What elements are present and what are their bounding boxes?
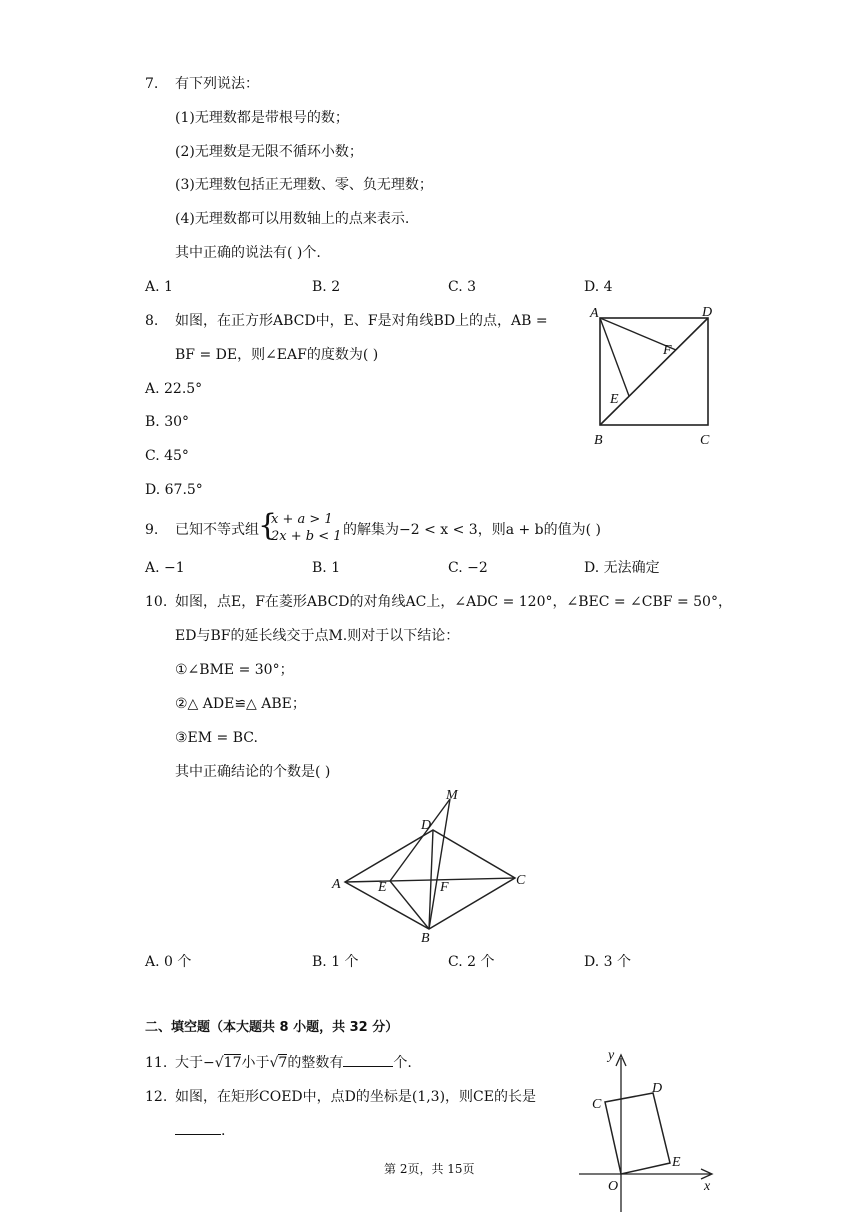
q8-label-e: E — [610, 392, 619, 407]
q9-stem-pre: 已知不等式组 — [175, 522, 259, 538]
q10-conclusion-3: ③EM = BC. — [175, 730, 258, 746]
q9-brace: { — [258, 508, 278, 543]
q8-label-c: C — [700, 433, 710, 448]
q10-option-b: B. 1 个 — [312, 954, 359, 970]
q11-answer-blank[interactable] — [343, 1054, 393, 1067]
q11-pre: 大于− — [175, 1055, 215, 1071]
q12-label-e: E — [672, 1155, 681, 1170]
q10-option-c: C. 2 个 — [448, 954, 495, 970]
q9-option-c: C. −2 — [448, 560, 488, 576]
q12-label-d: D — [652, 1081, 663, 1096]
q11-post: 的整数有 — [287, 1055, 344, 1071]
q9-stem-post: 的解集为−2 < x < 3，则a + b的值为( ) — [343, 522, 602, 538]
q10-label-f: F — [440, 880, 449, 895]
q12-label-o: O — [608, 1179, 619, 1194]
q8-number: 8. — [145, 313, 159, 329]
q8-stem-line-2: BF = DE，则∠EAF的度数为( ) — [175, 347, 379, 363]
q7-question: 其中正确的说法有( )个. — [175, 245, 321, 261]
sqrt-icon: √ — [269, 1055, 279, 1071]
q10-label-d: D — [421, 818, 432, 833]
q8-option-d: D. 67.5° — [145, 482, 203, 498]
q12-answer-blank[interactable] — [175, 1122, 221, 1135]
q9-option-a: A. −1 — [145, 560, 185, 576]
q8-stem-line-1: 如图，在正方形ABCD中，E、F是对角线BD上的点，AB = — [175, 313, 548, 329]
q8-option-c: C. 45° — [145, 448, 189, 464]
q12-tail: . — [221, 1123, 226, 1139]
q12-coordinate-figure — [575, 1040, 720, 1216]
q10-label-m: M — [446, 788, 458, 803]
q9-option-b: B. 1 — [312, 560, 341, 576]
q10-conclusion-2: ②△ ADE≌△ ABE； — [175, 696, 306, 712]
q9-inequality-2: 2x + b < 1 — [271, 529, 342, 544]
q12-number: 12. — [145, 1089, 168, 1105]
q8-option-b: B. 30° — [145, 414, 190, 430]
q12-label-y: y — [608, 1048, 615, 1063]
q9-inequality-1: x + a > 1 — [271, 512, 333, 527]
q10-stem-line-2: ED与BF的延长线交于点M.则对于以下结论： — [175, 628, 460, 644]
q10-label-b: B — [421, 931, 430, 945]
q11-mid: 小于 — [241, 1055, 270, 1071]
q9-number: 9. — [145, 522, 159, 538]
q8-label-a: A — [590, 306, 599, 321]
q11-tail: 个. — [393, 1055, 412, 1071]
q9-option-d: D. 无法确定 — [584, 560, 660, 576]
q12-label-x: x — [704, 1179, 711, 1194]
q7-option-a: A. 1 — [145, 279, 173, 295]
q12-stem-line-1: 如图，在矩形COED中，点D的坐标是(1,3)，则CE的长是 — [175, 1089, 536, 1105]
q10-label-a: A — [332, 877, 341, 892]
q11-radicand-1: 17 — [223, 1055, 242, 1071]
q8-option-a: A. 22.5° — [145, 381, 203, 397]
page-footer: 第 2页，共 15页 — [384, 1162, 475, 1176]
q10-number: 10. — [145, 594, 168, 610]
q7-option-b: B. 2 — [312, 279, 341, 295]
q10-label-e: E — [378, 880, 387, 895]
q8-square-figure — [580, 300, 720, 450]
q7-option-c: C. 3 — [448, 279, 477, 295]
q12-stem-line-2 — [175, 1122, 225, 1140]
q8-label-b: B — [594, 433, 603, 448]
q12-label-c: C — [592, 1097, 602, 1112]
q10-rhombus-figure — [325, 785, 535, 945]
q7-statement-1: (1)无理数都是带根号的数； — [175, 110, 349, 126]
q10-option-a: A. 0 个 — [145, 954, 192, 970]
q7-number: 7. — [145, 76, 159, 92]
q7-statement-4: (4)无理数都可以用数轴上的点来表示. — [175, 211, 410, 227]
q7-statement-3: (3)无理数包括正无理数、零、负无理数； — [175, 177, 433, 193]
q10-stem-line-1: 如图，点E，F在菱形ABCD的对角线AC上，∠ADC = 120°，∠BEC = ∠CBF = 50°， — [175, 594, 732, 610]
q7-option-d: D. 4 — [584, 279, 613, 295]
q10-question: 其中正确结论的个数是( ) — [175, 764, 331, 780]
q8-label-d: D — [702, 305, 713, 320]
section-2-title: 二、填空题（本大题共 8 小题，共 32 分） — [145, 1020, 399, 1035]
q11-radicand-2: 7 — [278, 1055, 288, 1071]
sqrt-icon: √ — [214, 1055, 224, 1071]
q10-conclusion-1: ①∠BME = 30°； — [175, 662, 294, 678]
q7-statement-2: (2)无理数是无限不循环小数； — [175, 144, 363, 160]
q7-stem: 有下列说法： — [175, 76, 259, 92]
q11-stem — [175, 1054, 412, 1072]
q8-label-f: F — [663, 343, 672, 358]
q10-label-c: C — [516, 873, 526, 888]
q10-option-d: D. 3 个 — [584, 954, 631, 970]
q11-number: 11. — [145, 1055, 168, 1071]
